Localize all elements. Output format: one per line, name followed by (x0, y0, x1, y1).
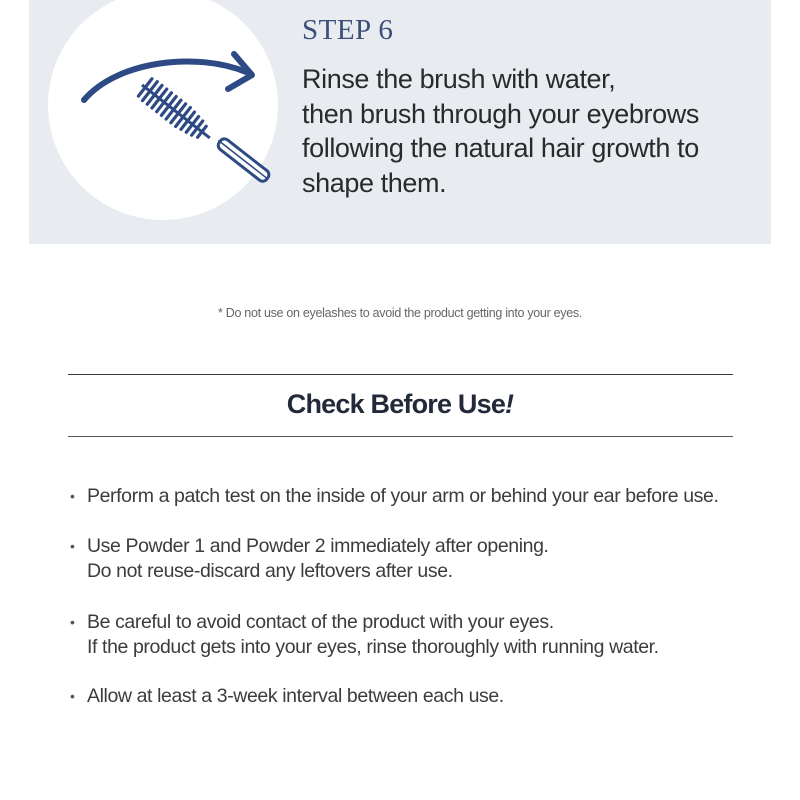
bullet: • (70, 614, 75, 630)
bullet: • (70, 488, 75, 504)
list-item-line: Be careful to avoid contact of the product with your eyes. (87, 611, 554, 633)
bullet: • (70, 538, 75, 554)
section-title (0, 389, 800, 420)
list-item-line: Perform a patch test on the inside of your arm or behind your ear before use. (87, 485, 719, 507)
step-panel (29, 0, 771, 244)
divider-bottom (68, 436, 733, 437)
step-instruction-line: following the natural hair growth to (302, 133, 699, 163)
precaution-list (70, 484, 770, 709)
list-item (70, 534, 770, 584)
list-item-line: If the product gets into your eyes, rinse thoroughly with running water. (87, 636, 659, 658)
list-item (70, 610, 770, 660)
list-item-line: Use Powder 1 and Powder 2 immediately after opening. (87, 535, 549, 557)
section-title-mark: ! (505, 389, 514, 419)
mascara-brush-icon (48, 0, 278, 220)
divider-top (68, 374, 733, 375)
step-instruction-line: shape them. (302, 167, 447, 198)
step-instruction-line: then brush through your eyebrows (302, 98, 699, 129)
list-item (70, 484, 770, 509)
list-item (70, 684, 770, 709)
step-instruction (302, 62, 762, 200)
step-heading: STEP 6 (302, 14, 394, 46)
step-instruction-line: Rinse the brush with water, (302, 64, 616, 94)
list-item-line: Allow at least a 3-week interval between each use. (87, 685, 504, 707)
step-illustration (48, 0, 278, 220)
eyelash-warning-note: * Do not use on eyelashes to avoid the product getting into your eyes. (218, 306, 582, 320)
bullet: • (70, 688, 75, 704)
section-title-text: Check Before Use (286, 389, 506, 419)
list-item-line: Do not reuse-discard any leftovers after use. (87, 560, 453, 582)
